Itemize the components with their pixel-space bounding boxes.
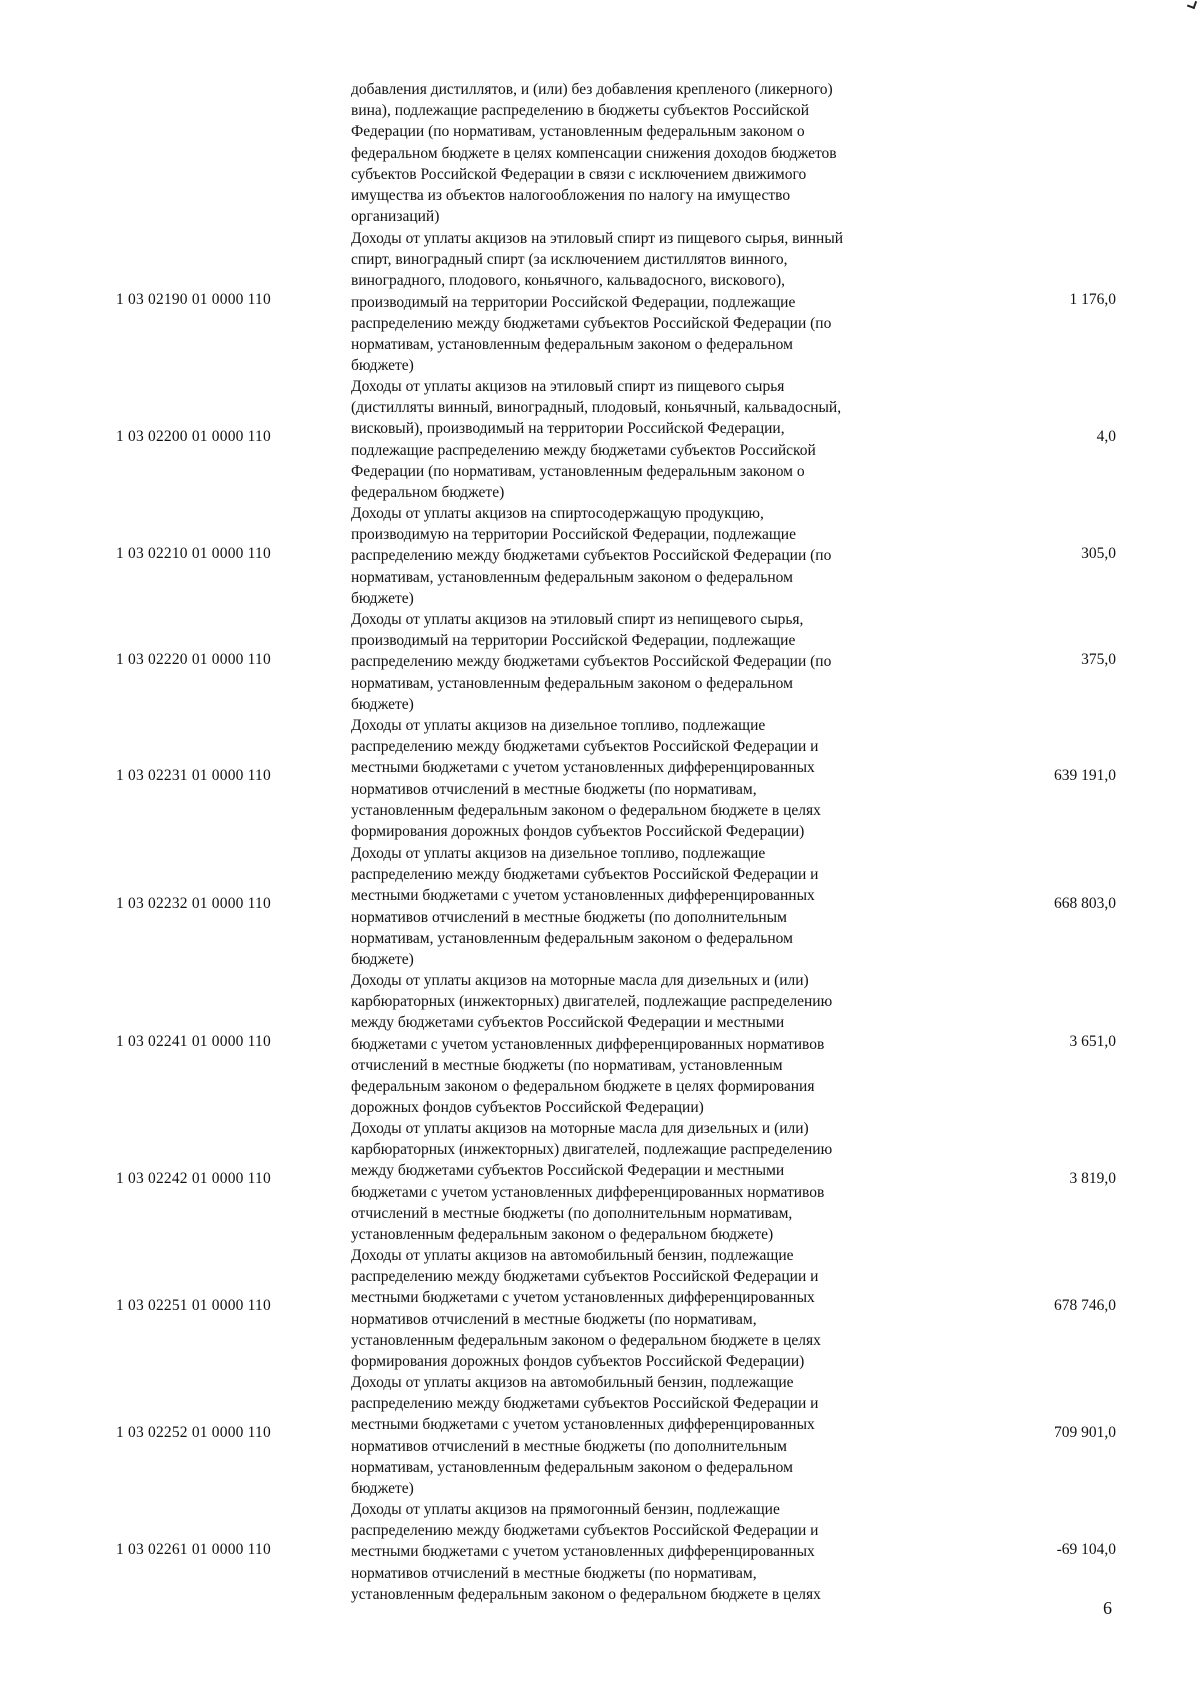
revenue-description: Доходы от уплаты акцизов на моторные масла для дизельных и (или) карбюраторных (инжекторных) двигателей, подлежащие распределению между бюджетами субъектов Российской Федерации и местными бюджетами с учетом установленных дифференцированных нормативов отчислений в местные бюджеты (по нормативам, установленным федеральным законом о федеральном бюджете в целях формирования дорожных фондов субъектов Российской Федерации) — [351, 972, 833, 1117]
revenue-description: Доходы от уплаты акцизов на этиловый спирт из пищевого сырья, винный спирт, виноградный спирт (за исключением дистиллятов винного, виноградного, плодового, коньячного, кальвадосного, вискового), производимый на территории Российской Федерации, подлежащие распределению между бюджетами субъектов Российской Федерации (по нормативам, установленным федеральным законом о федеральном бюджете) — [351, 230, 844, 375]
amount-value: 1 176,0 — [1069, 291, 1116, 308]
revenue-description: Доходы от уплаты акцизов на прямогонный бензин, подлежащие распределению между бюджетами субъектов Российской Федерации и местными бюджетами с учетом установленных дифференцированных нормативов отчислений в местные бюджеты (по нормативам, установленным федеральным законом о федеральном бюджете в целях — [351, 1501, 821, 1603]
budget-code: 1 03 02251 01 0000 110 — [116, 1297, 271, 1314]
budget-code: 1 03 02200 01 0000 110 — [116, 428, 271, 445]
revenue-description: Доходы от уплаты акцизов на автомобильный бензин, подлежащие распределению между бюджетами субъектов Российской Федерации и местными бюджетами с учетом установленных дифференцированных нормативов отчислений в местные бюджеты (по нормативам, установленным федеральным законом о федеральном бюджете в целях формирования дорожных фондов субъектов Российской Федерации) — [351, 1247, 821, 1371]
amount-value: 3 651,0 — [1069, 1033, 1116, 1050]
budget-code: 1 03 02252 01 0000 110 — [116, 1424, 271, 1441]
amount-value: 375,0 — [1081, 651, 1116, 668]
amount-value: 668 803,0 — [1054, 895, 1116, 912]
budget-code: 1 03 02232 01 0000 110 — [116, 895, 271, 912]
budget-code: 1 03 02241 01 0000 110 — [116, 1033, 271, 1050]
corner-mark — [1187, 0, 1197, 9]
revenue-description: Доходы от уплаты акцизов на моторные масла для дизельных и (или) карбюраторных (инжекторных) двигателей, подлежащие распределению между бюджетами субъектов Российской Федерации и местными бюджетами с учетом установленных дифференцированных нормативов отчислений в местные бюджеты (по дополнительным нормативам, установленным федеральным законом о федеральном бюджете) — [351, 1120, 833, 1244]
amount-value: 3 819,0 — [1069, 1170, 1116, 1187]
revenue-description: Доходы от уплаты акцизов на дизельное топливо, подлежащие распределению между бюджетами субъектов Российской Федерации и местными бюджетами с учетом установленных дифференцированных нормативов отчислений в местные бюджеты (по дополнительным нормативам, установленным федеральным законом о федеральном бюджете) — [351, 845, 819, 969]
page-number: 6 — [1103, 1598, 1112, 1618]
budget-code: 1 03 02210 01 0000 110 — [116, 545, 271, 562]
amount-value: 639 191,0 — [1054, 767, 1116, 784]
budget-code: 1 03 02231 01 0000 110 — [116, 767, 271, 784]
amount-value: 4,0 — [1096, 428, 1116, 445]
revenue-description: Доходы от уплаты акцизов на дизельное топливо, подлежащие распределению между бюджетами субъектов Российской Федерации и местными бюджетами с учетом установленных дифференцированных нормативов отчислений в местные бюджеты (по нормативам, установленным федеральным законом о федеральном бюджете в целях формирования дорожных фондов субъектов Российской Федерации) — [351, 717, 821, 841]
revenue-description: Доходы от уплаты акцизов на этиловый спирт из непищевого сырья, производимый на территории Российской Федерации, подлежащие распределению между бюджетами субъектов Российской Федерации (по нормативам, установленным федеральным законом о федеральном бюджете) — [351, 611, 832, 713]
amount-value: -69 104,0 — [1056, 1541, 1116, 1558]
budget-code: 1 03 02220 01 0000 110 — [116, 651, 271, 668]
budget-code: 1 03 02261 01 0000 110 — [116, 1541, 271, 1558]
amount-value: 709 901,0 — [1054, 1424, 1116, 1441]
amount-value: 305,0 — [1081, 545, 1116, 562]
revenue-description: Доходы от уплаты акцизов на автомобильный бензин, подлежащие распределению между бюджетами субъектов Российской Федерации и местными бюджетами с учетом установленных дифференцированных нормативов отчислений в местные бюджеты (по дополнительным нормативам, установленным федеральным законом о федеральном бюджете) — [351, 1374, 819, 1498]
revenue-description: добавления дистиллятов, и (или) без добавления крепленого (ликерного) вина), подлежащие распределению в бюджеты субъектов Российской Федерации (по нормативам, установленным федеральным законом о федеральном бюджете в целях компенсации снижения доходов бюджетов субъектов Российской Федерации в связи с исключением движимого имущества из объектов налогообложения по налогу на имущество организаций) — [351, 81, 837, 226]
budget-code: 1 03 02190 01 0000 110 — [116, 291, 271, 308]
budget-code: 1 03 02242 01 0000 110 — [116, 1170, 271, 1187]
amount-value: 678 746,0 — [1054, 1297, 1116, 1314]
revenue-description: Доходы от уплаты акцизов на спиртосодержащую продукцию, производимую на территории Российской Федерации, подлежащие распределению между бюджетами субъектов Российской Федерации (по нормативам, установленным федеральным законом о федеральном бюджете) — [351, 505, 832, 607]
revenue-description: Доходы от уплаты акцизов на этиловый спирт из пищевого сырья (дистилляты винный, виноградный, плодовый, коньячный, кальвадосный, висковый), производимый на территории Российской Федерации, подлежащие распределению между бюджетами субъектов Российской Федерации (по нормативам, установленным федеральным законом о федеральном бюджете) — [351, 378, 842, 502]
